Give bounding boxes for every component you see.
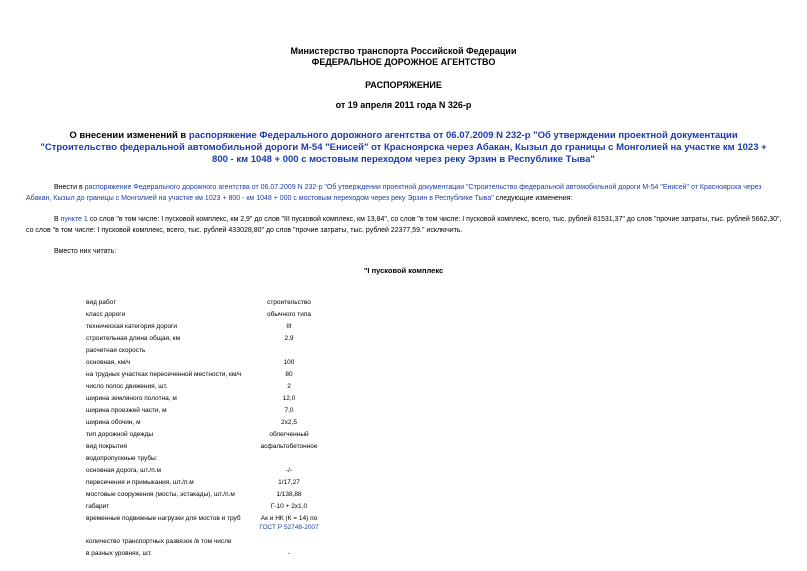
table-row xyxy=(0,383,807,393)
ministry-name: Министерство транспорта Российской Федерации xyxy=(290,46,517,56)
section-title: "I пусковой комплекс xyxy=(363,266,444,275)
row-value: 1/17,27 xyxy=(278,479,300,486)
table-row xyxy=(0,335,807,345)
table-row xyxy=(0,455,807,465)
row-value: 2 xyxy=(287,383,291,390)
table-row xyxy=(0,467,807,477)
row-label: в разных уровнях, шт. xyxy=(86,550,152,557)
row-label: вид работ xyxy=(86,299,117,306)
table-row xyxy=(0,359,807,369)
table-row xyxy=(0,431,807,441)
document-title xyxy=(40,130,767,166)
table-row xyxy=(0,538,807,548)
table-row xyxy=(0,550,807,560)
table-row xyxy=(0,311,807,321)
row-label: вид покрытия xyxy=(86,443,128,450)
row-label: основная, км/ч xyxy=(86,359,131,366)
row-value: 100 xyxy=(283,359,295,366)
row-value: Г-10 + 2x1,0 xyxy=(270,503,308,510)
row-label: временные подвижные нагрузки для мостов и труб xyxy=(86,515,241,522)
row-value: III xyxy=(286,323,292,330)
row-value: обычного типа xyxy=(267,311,311,318)
document-date-number: от 19 апреля 2011 года N 326-р xyxy=(335,100,472,110)
table-row xyxy=(0,347,807,357)
row-value: 80 xyxy=(285,371,293,378)
row-label: на трудных участках пересеченной местности, км/ч xyxy=(86,371,242,378)
row-value: 2,9 xyxy=(284,335,294,342)
row-value: -/- xyxy=(285,467,293,474)
row-label: класс дороги xyxy=(86,311,126,318)
table-row xyxy=(0,299,807,309)
table-row xyxy=(0,419,807,429)
table-row xyxy=(0,491,807,501)
row-value: облегченный xyxy=(269,431,309,438)
row-label: основная дорога, шт./п.м xyxy=(86,467,162,474)
row-value: 12,0 xyxy=(282,395,296,402)
document-type: РАСПОРЯЖЕНИЕ xyxy=(365,80,442,90)
table-row xyxy=(0,395,807,405)
p1-prefix: Внести в xyxy=(54,184,85,191)
table-row xyxy=(0,407,807,417)
row-label: водопропускные трубы: xyxy=(86,455,158,462)
paragraph-replace: Вместо них читать: xyxy=(54,248,117,255)
paragraph-exclude xyxy=(26,214,786,236)
row-value: строительство xyxy=(267,299,311,306)
row-label: ширина обочин, м xyxy=(86,419,141,426)
row-label: техническая категория дороги xyxy=(86,323,178,330)
row-value: асфальтобетонное xyxy=(260,443,318,450)
row-label: количество транспортных развязок /в том числе xyxy=(86,538,232,545)
row-label: число полос движения, шт. xyxy=(86,383,168,390)
row-value: Ак и НК (К = 14) по xyxy=(260,515,318,522)
row-label: строительная длина общая, км xyxy=(86,335,181,342)
table-row xyxy=(0,371,807,381)
p1-order-link[interactable]: распоряжение Федерального дорожного агентства от 06.07.2009 N 232-р "Об утверждении проектной документации "Строительство федеральной автомобильной дороги М-54 "Енисей" от Красноярска через Абакан, Кызыл до границы с Монголией на участке км 1023 + 800 - км 1048 + 000 с мостовым переходом через реку Эрзин в Республике Тыва" xyxy=(26,184,762,202)
p2-clause-link[interactable]: пункте 1 xyxy=(60,216,88,223)
gost-link[interactable]: ГОСТ Р 52748-2007 xyxy=(259,524,319,531)
p2-prefix: В xyxy=(54,216,61,223)
row-label: мостовые сооружения (мосты, эстакады), шт./п.м xyxy=(86,491,235,498)
row-value: - xyxy=(287,550,291,557)
row-label: пересечения и примыкания, шт./п.м xyxy=(86,479,194,486)
row-value: 7,0 xyxy=(284,407,294,414)
title-order-link[interactable]: распоряжение Федерального дорожного агентства от 06.07.2009 N 232-р "Об утверждении проектной документации "Строительство федеральной автомобильной дороги М-54 "Енисей" от Красноярска через Абакан, Кызыл до границы с Монголией на участке км 1023 + 800 - км 1048 + 000 с мостовым переходом через реку Эрзин в Республике Тыва" xyxy=(40,130,767,165)
p2-suffix: со слов "в том числе: I пусковой комплекс, км 2,9" до слов "III пусковой комплекс, км 13,84", со слов "в том числе: I пусковой комплекс, всего, тыс. рублей 81531,37" до слов "прочие затраты, тыс. рублей 5662,30", со слов "в том числе: I пусковой комплекс, всего, тыс. рублей 433028,80" до слов "прочие затраты, тыс. рублей 22377,59." исключить. xyxy=(26,216,782,234)
table-row xyxy=(0,479,807,489)
row-label: расчетная скорость xyxy=(86,347,146,354)
row-label: ширина проезжей части, м xyxy=(86,407,167,414)
paragraph-amend xyxy=(26,182,786,204)
table-row xyxy=(0,323,807,333)
table-row xyxy=(0,515,807,537)
table-row xyxy=(0,443,807,453)
row-label: габарит xyxy=(86,503,110,510)
agency-name: ФЕДЕРАЛЬНОЕ ДОРОЖНОЕ АГЕНТСТВО xyxy=(311,57,496,67)
row-value: 1/138,88 xyxy=(276,491,302,498)
row-label: тип дорожной одежды xyxy=(86,431,154,438)
row-label: ширина земляного полотна, м xyxy=(86,395,177,402)
row-value: 2x2,5 xyxy=(281,419,297,426)
title-prefix: О внесении изменений в xyxy=(69,130,189,141)
table-row xyxy=(0,503,807,513)
p1-suffix: следующие изменения: xyxy=(493,195,573,202)
